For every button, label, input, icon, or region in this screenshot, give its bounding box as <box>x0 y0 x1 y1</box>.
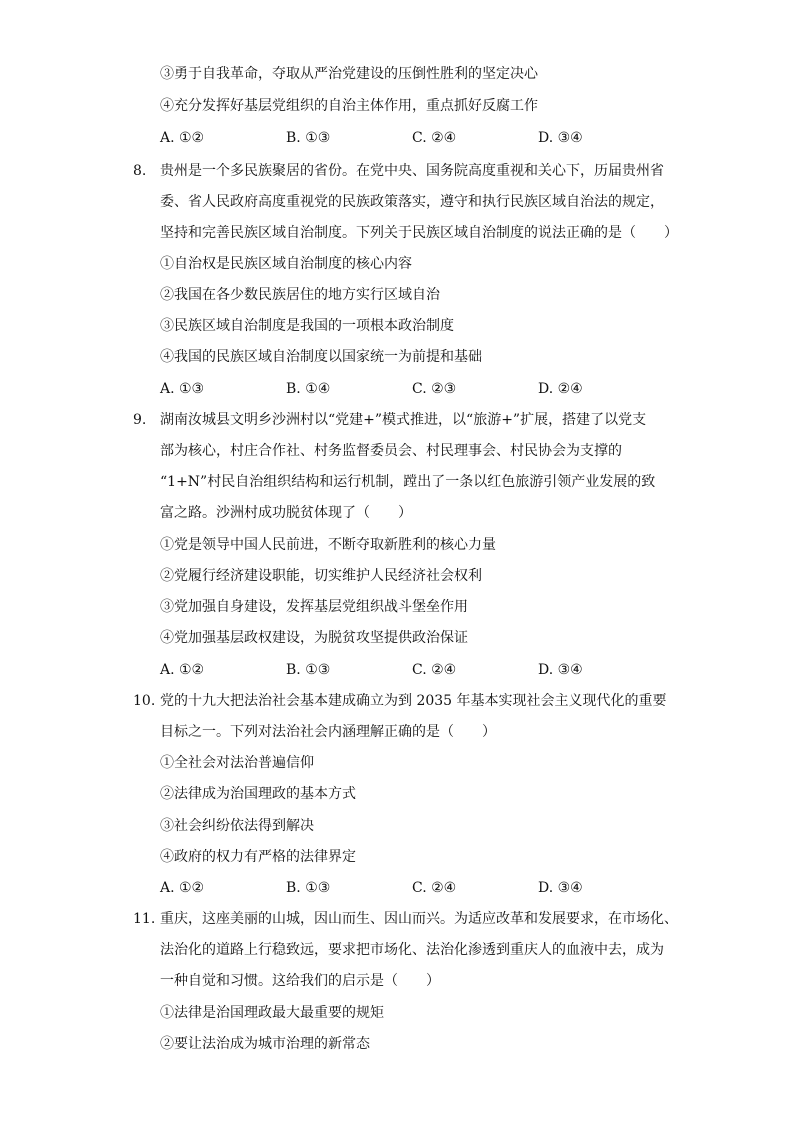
q11-stem-line-3: 一种自觉和习惯。这给我们的启示是（ ） <box>160 973 440 989</box>
q8-options <box>160 379 640 399</box>
q7-statement-3: ③勇于自我革命，夺取从严治党建设的压倒性胜利的坚定决心 <box>160 66 538 82</box>
q8-statement-4: ④我国的民族区域自治制度以国家统一为前提和基础 <box>160 349 482 365</box>
q8-option-c[interactable]: C. ②③ <box>412 381 457 397</box>
q9-option-d[interactable]: D. ③④ <box>538 662 583 678</box>
q8-stem-line-3: 坚持和完善民族区域自治制度。下列关于民族区域自治制度的说法正确的是（ ） <box>160 225 678 241</box>
q10-option-b[interactable]: B. ①③ <box>286 880 331 896</box>
q10-option-a[interactable]: A. ①② <box>160 880 205 896</box>
q11-statement-2: ②要让法治成为城市治理的新常态 <box>160 1036 370 1052</box>
q10-stem-line-1: 党的十九大把法治社会基本建成确立为到 2035 年基本实现社会主义现代化的重要 <box>160 693 667 709</box>
q9-option-a[interactable]: A. ①② <box>160 662 205 678</box>
q11-number: 11. <box>133 911 156 927</box>
q8-statement-2: ②我国在各少数民族居住的地方实行区域自治 <box>160 287 440 303</box>
q10-statement-3: ③社会纠纷依法得到解决 <box>160 818 314 834</box>
q9-options <box>160 660 640 680</box>
q10-statement-2: ②法律成为治国理政的基本方式 <box>160 786 356 802</box>
q7-option-d[interactable]: D. ③④ <box>538 130 583 146</box>
q8-option-d[interactable]: D. ②④ <box>538 381 583 397</box>
q11-stem-line-2: 法治化的道路上行稳致远，要求把市场化、法治化渗透到重庆人的血液中去，成为 <box>160 942 664 958</box>
q10-statement-1: ①全社会对法治普遍信仰 <box>160 755 314 771</box>
q10-stem-line-2: 目标之一。下列对法治社会内涵理解正确的是（ ） <box>160 724 496 740</box>
q8-number: 8. <box>133 163 147 179</box>
q7-options <box>160 128 640 148</box>
q9-stem-line-3: “1+N”村民自治组织结构和运行机制，蹚出了一条以红色旅游引领产业发展的致 <box>160 474 656 490</box>
q10-option-d[interactable]: D. ③④ <box>538 880 583 896</box>
q9-stem-line-2: 部为核心，村庄合作社、村务监督委员会、村民理事会、村民协会为支撑的 <box>160 443 622 459</box>
q8-option-b[interactable]: B. ①④ <box>286 381 331 397</box>
q9-number: 9. <box>133 412 147 428</box>
q10-number: 10. <box>133 693 156 709</box>
q9-statement-4: ④党加强基层政权建设，为脱贫攻坚提供政治保证 <box>160 630 468 646</box>
q9-statement-3: ③党加强自身建设，发挥基层党组织战斗堡垒作用 <box>160 599 468 615</box>
q8-stem-line-1: 贵州是一个多民族聚居的省份。在党中央、国务院高度重视和关心下，历届贵州省 <box>160 163 664 179</box>
q9-stem-line-1: 湖南汝城县文明乡沙洲村以“党建+”模式推进，以“旅游+”扩展，搭建了以党支 <box>160 412 647 428</box>
q9-option-c[interactable]: C. ②④ <box>412 662 457 678</box>
q7-option-b[interactable]: B. ①③ <box>286 130 331 146</box>
q10-statement-4: ④政府的权力有严格的法律界定 <box>160 849 356 865</box>
q8-option-a[interactable]: A. ①③ <box>160 381 205 397</box>
q9-statement-2: ②党履行经济建设职能，切实维护人民经济社会权利 <box>160 568 482 584</box>
q11-statement-1: ①法律是治国理政最大最重要的规矩 <box>160 1005 384 1021</box>
q10-options <box>160 878 640 898</box>
q9-stem-line-4: 富之路。沙洲村成功脱贫体现了（ ） <box>160 505 412 521</box>
q10-option-c[interactable]: C. ②④ <box>412 880 457 896</box>
q8-stem-line-2: 委、省人民政府高度重视党的民族政策落实，遵守和执行民族区域自治法的规定， <box>160 194 664 210</box>
q8-statement-1: ①自治权是民族区域自治制度的核心内容 <box>160 256 412 272</box>
q7-option-a[interactable]: A. ①② <box>160 130 205 146</box>
q7-option-c[interactable]: C. ②④ <box>412 130 457 146</box>
q8-statement-3: ③民族区域自治制度是我国的一项根本政治制度 <box>160 318 454 334</box>
q7-statement-4: ④充分发挥好基层党组织的自治主体作用，重点抓好反腐工作 <box>160 98 538 114</box>
q9-option-b[interactable]: B. ①③ <box>286 662 331 678</box>
q11-stem-line-1: 重庆，这座美丽的山城，因山而生、因山而兴。为适应改革和发展要求，在市场化、 <box>160 911 678 927</box>
q9-statement-1: ①党是领导中国人民前进，不断夺取新胜利的核心力量 <box>160 537 496 553</box>
